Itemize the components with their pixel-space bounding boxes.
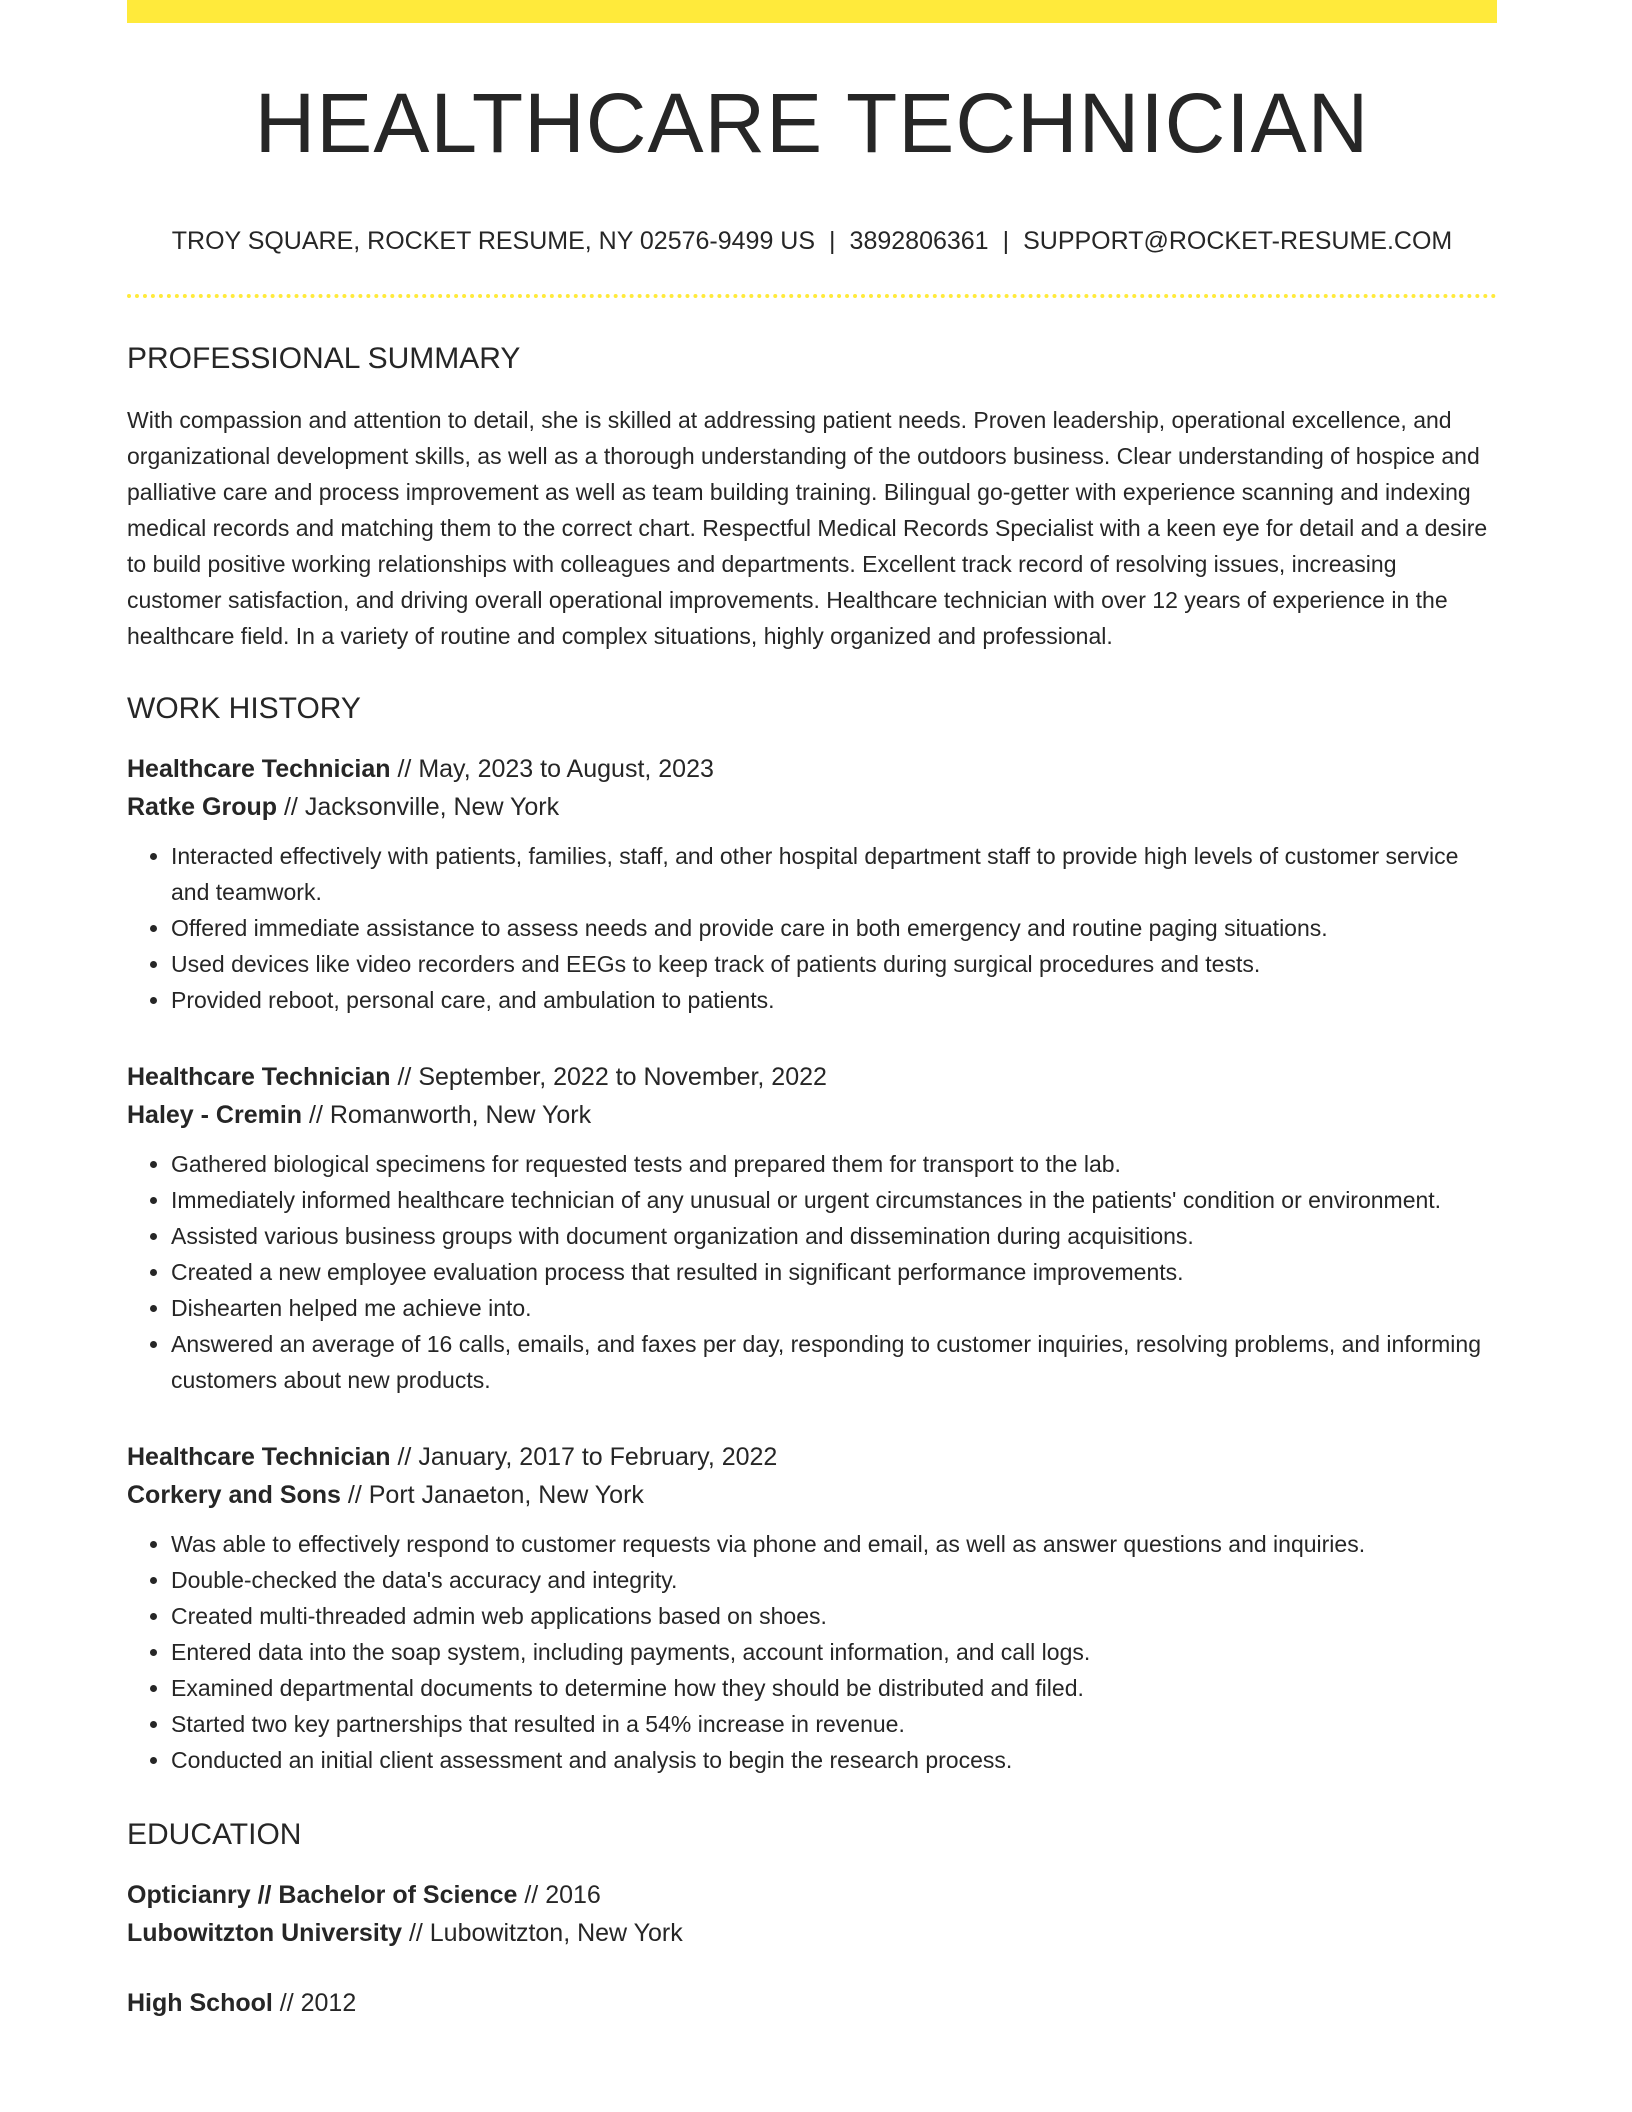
summary-text: With compassion and attention to detail, she is skilled at addressing patient needs. Proven leadership, operational excellence, and organizational development skills, as well as a thorough understanding of the outdoors business. Clear understanding of hospice and palliative care and process improvement as well as team building training. Bilingual go-getter with experience scanning and indexing medical records and matching them to the correct chart. Respectful Medical Records Specialist with a keen eye for detail and a desire to build positive working relationships with colleagues and departments. Excellent track record of resolving issues, increasing customer satisfaction, and driving overall operational improvements. Healthcare technician with over 12 years of experience in the healthcare field. In a variety of routine and complex situations, highly organized and professional.	[127, 407, 1488, 649]
education-degree: High School	[127, 1989, 273, 2017]
job-entry	[127, 1058, 1497, 1398]
top-accent-bar	[127, 0, 1497, 23]
job-bullet: • Started two key partnerships that resulted in a 54% increase in revenue.	[171, 1706, 1497, 1742]
job-location: // Romanworth, New York	[302, 1101, 592, 1129]
job-company: Ratke Group	[127, 793, 278, 821]
contact-separator: |	[1002, 227, 1010, 255]
education-degree-line	[127, 1984, 1497, 2022]
job-bullet: • Entered data into the soap system, including payments, account information, and call logs.	[171, 1634, 1497, 1670]
job-company-line	[127, 1096, 1497, 1134]
contact-line	[127, 229, 1497, 254]
job-bullet: • Assisted various business groups with document organization and dissemination during acquisitions.	[171, 1218, 1497, 1254]
job-bullet: • Dishearten helped me achieve into.	[171, 1290, 1497, 1326]
resume-page	[127, 0, 1497, 2022]
job-role: Healthcare Technician	[127, 1063, 391, 1091]
contact-address: TROY SQUARE, ROCKET RESUME, NY 02576-9499 US	[171, 227, 816, 255]
education-year: // 2012	[272, 1989, 357, 2017]
education-degree-line	[127, 1876, 1497, 1914]
contact-phone: 3892806361	[849, 227, 989, 255]
job-entry	[127, 750, 1497, 1018]
job-entry	[127, 1438, 1497, 1778]
job-title-line	[127, 1058, 1497, 1096]
job-dates: // May, 2023 to August, 2023	[390, 755, 714, 783]
education-year: // 2016	[517, 1881, 601, 1909]
header-divider	[127, 294, 1497, 298]
job-title-line	[127, 1438, 1497, 1476]
education-heading: EDUCATION	[127, 1818, 302, 1851]
job-bullets	[127, 838, 1497, 1018]
job-location: // Jacksonville, New York	[277, 793, 560, 821]
job-bullet: • Created a new employee evaluation process that resulted in significant performance improvements.	[171, 1254, 1497, 1290]
job-company: Haley - Cremin	[127, 1101, 303, 1129]
education-entry	[127, 1876, 1497, 1952]
job-bullet: • Provided reboot, personal care, and ambulation to patients.	[171, 982, 1497, 1018]
job-dates: // September, 2022 to November, 2022	[390, 1063, 827, 1091]
job-company: Corkery and Sons	[127, 1481, 341, 1509]
job-bullet: • Offered immediate assistance to assess needs and provide care in both emergency and routine paging situations.	[171, 910, 1497, 946]
job-bullet: • Immediately informed healthcare technician of any unusual or urgent circumstances in the patients' condition or environment.	[171, 1182, 1497, 1218]
job-bullets	[127, 1526, 1497, 1778]
work-history-heading: WORK HISTORY	[127, 692, 361, 725]
education-school-line	[127, 1914, 1497, 1952]
job-bullet: • Was able to effectively respond to customer requests via phone and email, as well as answer questions and inquiries.	[171, 1526, 1497, 1562]
job-company-line	[127, 1476, 1497, 1514]
job-role: Healthcare Technician	[127, 755, 391, 783]
education-location: // Lubowitzton, New York	[402, 1919, 683, 1947]
job-bullet: • Double-checked the data's accuracy and integrity.	[171, 1562, 1497, 1598]
education-degree: Opticianry // Bachelor of Science	[127, 1881, 518, 1909]
job-company-line	[127, 788, 1497, 826]
job-bullet: • Answered an average of 16 calls, emails, and faxes per day, responding to customer inquiries, resolving problems, and informing customers about new products.	[171, 1326, 1497, 1398]
job-bullet: • Created multi-threaded admin web applications based on shoes.	[171, 1598, 1497, 1634]
contact-email: SUPPORT@ROCKET-RESUME.COM	[1023, 227, 1453, 255]
job-title-line	[127, 750, 1497, 788]
contact-separator: |	[829, 227, 836, 255]
education-entry	[127, 1984, 1497, 2022]
job-bullet: • Conducted an initial client assessment and analysis to begin the research process.	[171, 1742, 1497, 1778]
education-school: Lubowitzton University	[127, 1919, 402, 1947]
job-bullet: • Gathered biological specimens for requested tests and prepared them for transport to the lab.	[171, 1146, 1497, 1182]
job-role: Healthcare Technician	[127, 1443, 391, 1471]
job-bullet: • Used devices like video recorders and EEGs to keep track of patients during surgical procedures and tests.	[171, 946, 1497, 982]
job-dates: // January, 2017 to February, 2022	[390, 1443, 778, 1471]
job-bullet: • Examined departmental documents to determine how they should be distributed and filed.	[171, 1670, 1497, 1706]
job-bullet: • Interacted effectively with patients, families, staff, and other hospital department staff to provide high levels of customer service and teamwork.	[171, 838, 1497, 910]
job-location: // Port Janaeton, New York	[340, 1481, 644, 1509]
job-bullets	[127, 1146, 1497, 1398]
summary-heading: PROFESSIONAL SUMMARY	[127, 342, 521, 375]
resume-name: HEALTHCARE TECHNICIAN	[254, 76, 1370, 170]
